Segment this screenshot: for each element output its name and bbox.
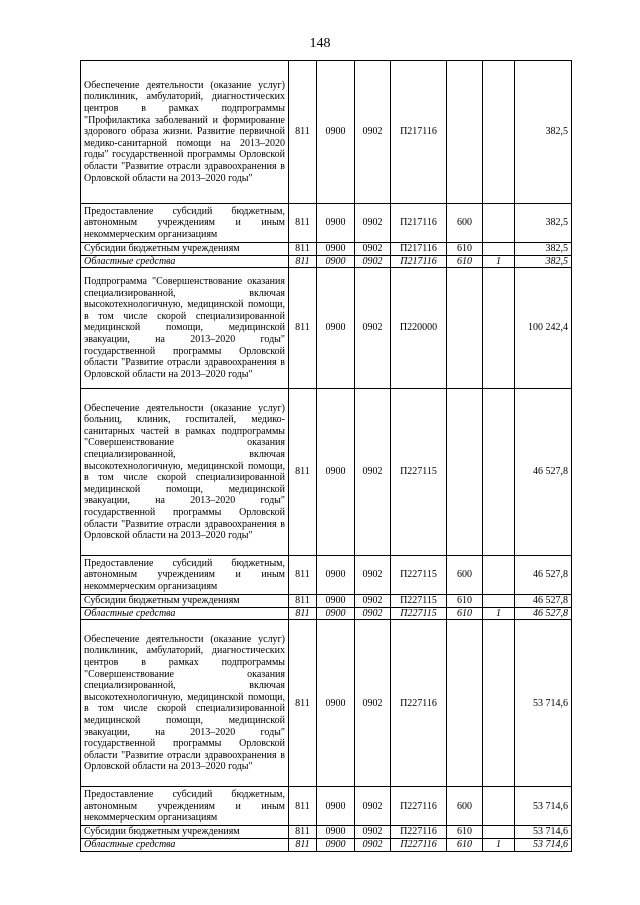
row-description: Областные средства xyxy=(81,838,289,851)
section-code: 0900 xyxy=(317,255,355,268)
ministry-code: 811 xyxy=(289,787,317,826)
subsection-code: 0902 xyxy=(355,838,391,851)
row-description: Предоставление субсидий бюджетным, автономным учреждениям и иным некоммерческим организациям xyxy=(81,556,289,595)
ministry-code: 811 xyxy=(289,204,317,243)
target-article-code: П227115 xyxy=(391,556,447,595)
amount: 382,5 xyxy=(515,204,572,243)
subsection-code: 0902 xyxy=(355,268,391,389)
amount: 100 242,4 xyxy=(515,268,572,389)
expense-type-code xyxy=(447,61,483,204)
section-code: 0900 xyxy=(317,389,355,556)
funding-source-code: 1 xyxy=(483,255,515,268)
row-description: Обеспечение деятельности (оказание услуг) больниц, клиник, госпиталей, медико-санитарных частей в рамках подпрограммы "Совершенствование оказания специализированной, включая высокотехнологичную, медицинской помощи, в том числе скорой специализированной медицинской помощи, медицинской эвакуации, на 2013–2020 годы" государственной программы Орловской области "Развитие отрасли здравоохранения в Орловской области на 2013–2020 годы" xyxy=(81,389,289,556)
table-row xyxy=(81,826,572,839)
table-row xyxy=(81,620,572,787)
ministry-code: 811 xyxy=(289,595,317,608)
subsection-code: 0902 xyxy=(355,389,391,556)
row-description: Предоставление субсидий бюджетным, автономным учреждениям и иным некоммерческим организациям xyxy=(81,787,289,826)
row-description: Областные средства xyxy=(81,255,289,268)
expense-type-code: 610 xyxy=(447,838,483,851)
page-number: 148 xyxy=(309,36,331,51)
table-row xyxy=(81,61,572,204)
row-description: Субсидии бюджетным учреждениям xyxy=(81,826,289,839)
ministry-code: 811 xyxy=(289,255,317,268)
expense-type-code: 610 xyxy=(447,255,483,268)
subsection-code: 0902 xyxy=(355,787,391,826)
table-row xyxy=(81,268,572,389)
target-article-code: П227116 xyxy=(391,620,447,787)
section-code: 0900 xyxy=(317,838,355,851)
section-code: 0900 xyxy=(317,595,355,608)
funding-source-code xyxy=(483,243,515,256)
budget-table xyxy=(80,60,572,852)
expense-type-code: 610 xyxy=(447,595,483,608)
target-article-code: П227116 xyxy=(391,787,447,826)
funding-source-code xyxy=(483,389,515,556)
table-row xyxy=(81,838,572,851)
subsection-code: 0902 xyxy=(355,607,391,620)
ministry-code: 811 xyxy=(289,620,317,787)
table-row xyxy=(81,607,572,620)
funding-source-code xyxy=(483,556,515,595)
expense-type-code: 600 xyxy=(447,787,483,826)
expense-type-code xyxy=(447,268,483,389)
section-code: 0900 xyxy=(317,61,355,204)
ministry-code: 811 xyxy=(289,61,317,204)
row-description: Обеспечение деятельности (оказание услуг) поликлиник, амбулаторий, диагностических центров в рамках подпрограммы "Профилактика заболеваний и формирование здорового образа жизни. Развитие первичной медико-санитарной помощи на 2013–2020 годы" государственной программы Орловской области "Развитие отрасли здравоохранения в Орловской области на 2013–2020 годы" xyxy=(81,61,289,204)
row-description: Предоставление субсидий бюджетным, автономным учреждениям и иным некоммерческим организациям xyxy=(81,204,289,243)
funding-source-code xyxy=(483,826,515,839)
section-code: 0900 xyxy=(317,607,355,620)
table-row xyxy=(81,787,572,826)
target-article-code: П217116 xyxy=(391,243,447,256)
subsection-code: 0902 xyxy=(355,255,391,268)
ministry-code: 811 xyxy=(289,389,317,556)
amount: 46 527,8 xyxy=(515,389,572,556)
section-code: 0900 xyxy=(317,620,355,787)
section-code: 0900 xyxy=(317,787,355,826)
table-row xyxy=(81,243,572,256)
target-article-code: П227115 xyxy=(391,607,447,620)
section-code: 0900 xyxy=(317,556,355,595)
amount: 46 527,8 xyxy=(515,595,572,608)
target-article-code: П227116 xyxy=(391,838,447,851)
ministry-code: 811 xyxy=(289,826,317,839)
target-article-code: П217116 xyxy=(391,255,447,268)
funding-source-code xyxy=(483,595,515,608)
ministry-code: 811 xyxy=(289,556,317,595)
amount: 53 714,6 xyxy=(515,787,572,826)
amount: 53 714,6 xyxy=(515,826,572,839)
amount: 382,5 xyxy=(515,243,572,256)
funding-source-code: 1 xyxy=(483,838,515,851)
amount: 46 527,8 xyxy=(515,556,572,595)
expense-type-code: 610 xyxy=(447,607,483,620)
amount: 382,5 xyxy=(515,61,572,204)
table-row xyxy=(81,204,572,243)
amount: 53 714,6 xyxy=(515,838,572,851)
expense-type-code: 600 xyxy=(447,556,483,595)
funding-source-code: 1 xyxy=(483,607,515,620)
target-article-code: П227115 xyxy=(391,389,447,556)
expense-type-code: 610 xyxy=(447,826,483,839)
expense-type-code xyxy=(447,620,483,787)
amount: 382,5 xyxy=(515,255,572,268)
section-code: 0900 xyxy=(317,268,355,389)
subsection-code: 0902 xyxy=(355,243,391,256)
amount: 46 527,8 xyxy=(515,607,572,620)
section-code: 0900 xyxy=(317,826,355,839)
funding-source-code xyxy=(483,268,515,389)
target-article-code: П220000 xyxy=(391,268,447,389)
target-article-code: П227116 xyxy=(391,826,447,839)
ministry-code: 811 xyxy=(289,243,317,256)
subsection-code: 0902 xyxy=(355,595,391,608)
table-row xyxy=(81,389,572,556)
table-row xyxy=(81,255,572,268)
subsection-code: 0902 xyxy=(355,556,391,595)
ministry-code: 811 xyxy=(289,838,317,851)
subsection-code: 0902 xyxy=(355,204,391,243)
funding-source-code xyxy=(483,204,515,243)
row-description: Областные средства xyxy=(81,607,289,620)
subsection-code: 0902 xyxy=(355,620,391,787)
expense-type-code: 610 xyxy=(447,243,483,256)
expense-type-code: 600 xyxy=(447,204,483,243)
funding-source-code xyxy=(483,787,515,826)
section-code: 0900 xyxy=(317,204,355,243)
row-description: Обеспечение деятельности (оказание услуг) поликлиник, амбулаторий, диагностических центров в рамках подпрограммы "Совершенствование оказания специализированной, включая высокотехнологичную, медицинской помощи, в том числе скорой специализированной медицинской помощи, медицинской эвакуации, на 2013–2020 годы" государственной программы Орловской области "Развитие отрасли здравоохранения в Орловской области на 2013–2020 годы" xyxy=(81,620,289,787)
table-row xyxy=(81,595,572,608)
table-row xyxy=(81,556,572,595)
target-article-code: П217116 xyxy=(391,204,447,243)
amount: 53 714,6 xyxy=(515,620,572,787)
row-description: Подпрограмма "Совершенствование оказания специализированной, включая высокотехнологичную, медицинской помощи, в том числе скорой специализированной медицинской помощи, медицинской эвакуации, на 2013–2020 годы" государственной программы Орловской области "Развитие отрасли здравоохранения в Орловской области на 2013–2020 годы" xyxy=(81,268,289,389)
funding-source-code xyxy=(483,620,515,787)
ministry-code: 811 xyxy=(289,268,317,389)
section-code: 0900 xyxy=(317,243,355,256)
row-description: Субсидии бюджетным учреждениям xyxy=(81,595,289,608)
funding-source-code xyxy=(483,61,515,204)
subsection-code: 0902 xyxy=(355,61,391,204)
target-article-code: П217116 xyxy=(391,61,447,204)
ministry-code: 811 xyxy=(289,607,317,620)
target-article-code: П227115 xyxy=(391,595,447,608)
subsection-code: 0902 xyxy=(355,826,391,839)
expense-type-code xyxy=(447,389,483,556)
row-description: Субсидии бюджетным учреждениям xyxy=(81,243,289,256)
